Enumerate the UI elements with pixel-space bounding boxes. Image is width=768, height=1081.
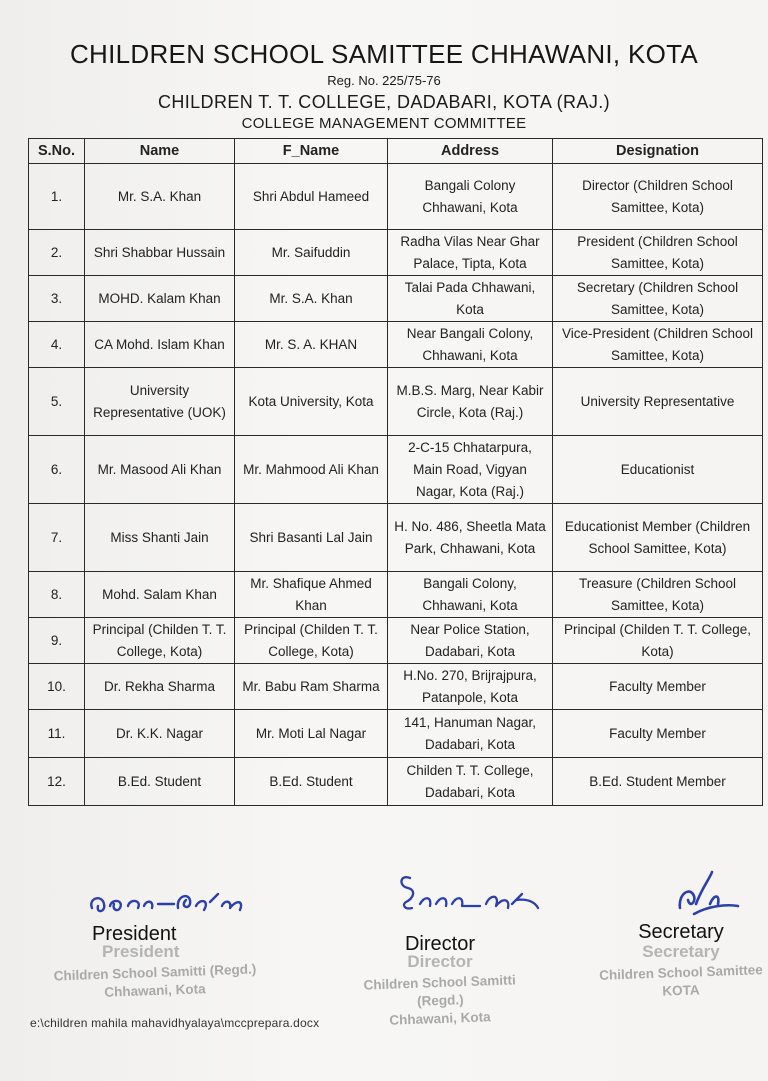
cell-fname: Mr. S. A. KHAN <box>235 322 388 368</box>
header-designation: Designation <box>553 139 763 164</box>
cell-designation: Educationist <box>553 436 763 504</box>
table-header-row <box>29 139 763 164</box>
secretary-stamp-line1: Children School Samittee <box>599 962 763 983</box>
cell-designation: Vice-President (Children School Samittee, Kota) <box>553 322 763 368</box>
signature-section <box>0 850 768 1081</box>
director-label: Director <box>404 933 475 955</box>
cell-fname: Principal (Childen T. T. College, Kota) <box>235 618 388 664</box>
cell-address: H. No. 486, Sheetla Mata Park, Chhawani, Kota <box>388 504 553 572</box>
cell-sno: 5. <box>29 368 85 436</box>
director-signature-block <box>340 864 540 1028</box>
table-row <box>29 504 763 572</box>
cell-address: M.B.S. Marg, Near Kabir Circle, Kota (Raj.) <box>388 368 553 436</box>
director-stamp-line1: Children School Samitti (Regd.) <box>363 972 517 1009</box>
cell-fname: Mr. Moti Lal Nagar <box>235 710 388 758</box>
cell-name: B.Ed. Student <box>85 758 235 806</box>
director-stamp-line2: Chhawani, Kota <box>389 1009 491 1028</box>
registration-number: Reg. No. 225/75-76 <box>327 73 441 88</box>
committee-table <box>28 138 763 806</box>
header-address: Address <box>388 139 553 164</box>
cell-address: Talai Pada Chhawani, Kota <box>388 276 553 322</box>
cell-fname: Mr. Mahmood Ali Khan <box>235 436 388 504</box>
cell-name: Dr. K.K. Nagar <box>85 710 235 758</box>
cell-sno: 8. <box>29 572 85 618</box>
file-path-footer: e:\children mahila mahavidhyalaya\mccprepara.docx <box>30 1016 320 1030</box>
cell-name: Shri Shabbar Hussain <box>85 230 235 276</box>
director-signature-mark <box>340 864 540 924</box>
director-stamp-role: Director <box>407 952 473 971</box>
table-row <box>29 572 763 618</box>
cell-sno: 2. <box>29 230 85 276</box>
cell-designation: Director (Children School Samittee, Kota) <box>553 164 763 230</box>
cell-address: Bangali Colony, Chhawani, Kota <box>388 572 553 618</box>
cell-address: Near Police Station, Dadabari, Kota <box>388 618 553 664</box>
president-signature-mark <box>40 870 270 922</box>
cell-name: Mr. Masood Ali Khan <box>85 436 235 504</box>
header-fname: F_Name <box>235 139 388 164</box>
secretary-stamp-role: Secretary <box>642 942 720 961</box>
cell-name: MOHD. Kalam Khan <box>85 276 235 322</box>
table-row <box>29 276 763 322</box>
cell-sno: 10. <box>29 664 85 710</box>
cell-sno: 3. <box>29 276 85 322</box>
cell-fname: B.Ed. Student <box>235 758 388 806</box>
president-signature-block <box>40 870 270 1000</box>
cell-sno: 1. <box>29 164 85 230</box>
cell-name: Principal (Childen T. T. College, Kota) <box>85 618 235 664</box>
cell-address: 141, Hanuman Nagar, Dadabari, Kota <box>388 710 553 758</box>
cell-address: H.No. 270, Brijrajpura, Patanpole, Kota <box>388 664 553 710</box>
table-row <box>29 618 763 664</box>
president-label: President <box>92 923 177 945</box>
secretary-signature-block <box>598 864 764 1000</box>
cell-name: CA Mohd. Islam Khan <box>85 322 235 368</box>
secretary-stamp-line2: KOTA <box>662 982 700 999</box>
cell-address: 2-C-15 Chhatarpura, Main Road, Vigyan Nagar, Kota (Raj.) <box>388 436 553 504</box>
committee-title: COLLEGE MANAGEMENT COMMITTEE <box>241 115 527 132</box>
table-row <box>29 322 763 368</box>
table-row <box>29 164 763 230</box>
table-row <box>29 710 763 758</box>
cell-designation: Secretary (Children School Samittee, Kota) <box>553 276 763 322</box>
document-header <box>0 38 768 133</box>
president-stamp-line1: Children School Samitti (Regd.) <box>53 961 257 984</box>
cell-designation: Educationist Member (Children School Samittee, Kota) <box>553 504 763 572</box>
cell-sno: 12. <box>29 758 85 806</box>
cell-fname: Shri Basanti Lal Jain <box>235 504 388 572</box>
cell-name: Mohd. Salam Khan <box>85 572 235 618</box>
cell-designation: President (Children School Samittee, Kota) <box>553 230 763 276</box>
table-row <box>29 230 763 276</box>
cell-address: Childen T. T. College, Dadabari, Kota <box>388 758 553 806</box>
cell-address: Radha Vilas Near Ghar Palace, Tipta, Kota <box>388 230 553 276</box>
cell-fname: Mr. Babu Ram Sharma <box>235 664 388 710</box>
college-name: CHILDREN T. T. COLLEGE, DADABARI, KOTA (RAJ.) <box>157 92 611 112</box>
cell-sno: 6. <box>29 436 85 504</box>
secretary-label: Secretary <box>638 921 724 943</box>
cell-designation: University Representative <box>553 368 763 436</box>
table-row <box>29 436 763 504</box>
cell-name: University Representative (UOK) <box>85 368 235 436</box>
cell-designation: Principal (Childen T. T. College, Kota) <box>553 618 763 664</box>
cell-fname: Shri Abdul Hameed <box>235 164 388 230</box>
cell-fname: Mr. Shafique Ahmed Khan <box>235 572 388 618</box>
cell-sno: 9. <box>29 618 85 664</box>
cell-fname: Mr. S.A. Khan <box>235 276 388 322</box>
president-stamp-role: President <box>102 942 180 961</box>
cell-address: Near Bangali Colony, Chhawani, Kota <box>388 322 553 368</box>
president-stamp-line2: Chhawani, Kota <box>104 981 206 1000</box>
secretary-signature-mark <box>598 864 764 922</box>
cell-designation: Faculty Member <box>553 664 763 710</box>
cell-designation: Treasure (Children School Samittee, Kota) <box>553 572 763 618</box>
header-name: Name <box>85 139 235 164</box>
cell-name: Mr. S.A. Khan <box>85 164 235 230</box>
cell-address: Bangali Colony Chhawani, Kota <box>388 164 553 230</box>
cell-name: Miss Shanti Jain <box>85 504 235 572</box>
cell-fname: Mr. Saifuddin <box>235 230 388 276</box>
cell-sno: 11. <box>29 710 85 758</box>
cell-fname: Kota University, Kota <box>235 368 388 436</box>
cell-designation: B.Ed. Student Member <box>553 758 763 806</box>
cell-sno: 7. <box>29 504 85 572</box>
cell-sno: 4. <box>29 322 85 368</box>
cell-name: Dr. Rekha Sharma <box>85 664 235 710</box>
table-row <box>29 368 763 436</box>
organization-title: CHILDREN SCHOOL SAMITTEE CHHAWANI, KOTA <box>69 39 699 69</box>
table-row <box>29 664 763 710</box>
header-sno: S.No. <box>29 139 85 164</box>
cell-designation: Faculty Member <box>553 710 763 758</box>
table-row <box>29 758 763 806</box>
